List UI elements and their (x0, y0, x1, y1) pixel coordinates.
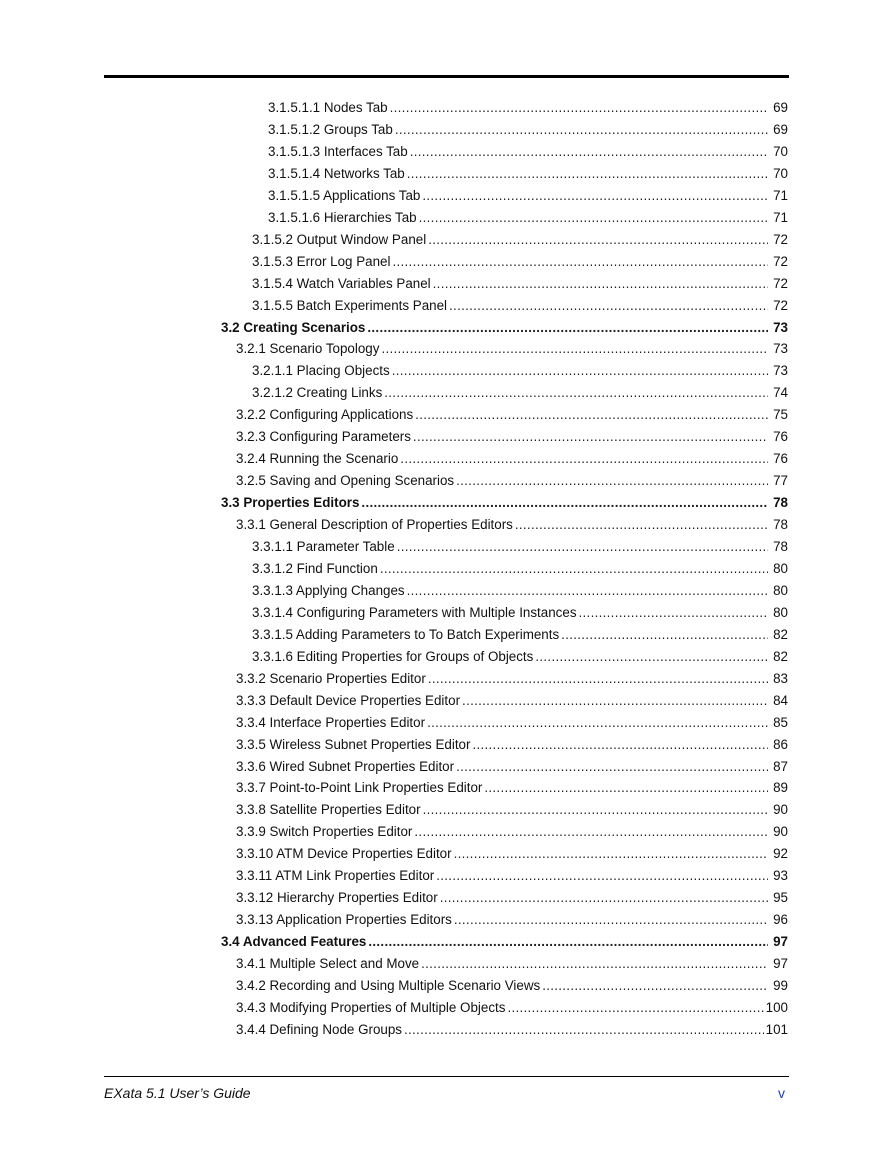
toc-entry-page: 80 (773, 582, 788, 598)
toc-entry-title: 3.3 Properties Editors (221, 495, 360, 511)
toc-entry-title: 3.2 Creating Scenarios (221, 319, 366, 335)
toc-entry[interactable] (252, 251, 788, 273)
toc-entry-page: 93 (773, 868, 788, 884)
toc-entry[interactable] (268, 163, 788, 185)
toc-entry-title: 3.1.5.5 Batch Experiments Panel (252, 297, 448, 313)
toc-dot-leader (456, 756, 768, 778)
toc-entry-title: 3.2.1.1 Placing Objects (252, 363, 390, 379)
toc-dot-leader (410, 141, 768, 163)
toc-entry-title: 3.2.5 Saving and Opening Scenarios (236, 473, 455, 489)
toc-entry[interactable] (236, 338, 788, 360)
toc-entry[interactable] (236, 426, 788, 448)
toc-entry[interactable] (252, 273, 788, 295)
toc-entry-title: 3.1.5.4 Watch Variables Panel (252, 275, 431, 291)
toc-entry-title: 3.3.7 Point-to-Point Link Properties Editor (236, 780, 483, 796)
toc-entry-title: 3.2.2 Configuring Applications (236, 407, 414, 423)
toc-entry-page: 78 (773, 495, 788, 511)
toc-entry-page: 83 (773, 670, 788, 686)
toc-entry[interactable] (268, 97, 788, 119)
toc-dot-leader (507, 997, 763, 1019)
toc-entry-page: 86 (773, 736, 788, 752)
toc-entry-title: 3.1.5.1.3 Interfaces Tab (268, 143, 408, 159)
toc-entry-title: 3.3.5 Wireless Subnet Properties Editor (236, 736, 471, 752)
toc-dot-leader (407, 580, 768, 602)
toc-entry-page: 78 (773, 517, 788, 533)
toc-entry[interactable] (236, 799, 788, 821)
toc-dot-leader (404, 1019, 764, 1041)
toc-entry-page: 80 (773, 604, 788, 620)
toc-entry-title: 3.1.5.1.5 Applications Tab (268, 187, 421, 203)
toc-dot-leader (392, 360, 768, 382)
footer-page-number: v (778, 1085, 785, 1101)
toc-entry[interactable] (236, 821, 788, 843)
toc-entry-page: 72 (773, 297, 788, 313)
toc-entry-page: 97 (773, 956, 788, 972)
toc-entry-page: 96 (773, 912, 788, 928)
toc-entry[interactable] (236, 843, 788, 865)
toc-entry-title: 3.4.3 Modifying Properties of Multiple Objects (236, 999, 506, 1015)
toc-entry-title: 3.3.10 ATM Device Properties Editor (236, 846, 452, 862)
toc-dot-leader (427, 712, 768, 734)
toc-entry[interactable] (236, 404, 788, 426)
toc-dot-leader (392, 251, 768, 273)
toc-dot-leader (419, 207, 768, 229)
toc-entry-title: 3.3.6 Wired Subnet Properties Editor (236, 758, 455, 774)
toc-entry[interactable] (268, 119, 788, 141)
toc-entry-page: 82 (773, 648, 788, 664)
toc-dot-leader (449, 295, 768, 317)
toc-entry[interactable] (236, 865, 788, 887)
toc-dot-leader (535, 646, 768, 668)
toc-dot-leader (428, 229, 768, 251)
toc-entry-page: 78 (773, 539, 788, 554)
toc-entry-title: 3.1.5.1.2 Groups Tab (268, 121, 393, 137)
toc-entry-page: 82 (773, 626, 788, 642)
toc-entry-title: 3.4.4 Defining Node Groups (236, 1021, 402, 1037)
toc-entry-title: 3.3.1.1 Parameter Table (252, 539, 395, 554)
toc-entry[interactable] (221, 492, 788, 514)
toc-dot-leader (414, 821, 768, 843)
toc-entry-title: 3.3.9 Switch Properties Editor (236, 824, 413, 840)
toc-entry-page: 90 (773, 824, 788, 840)
toc-entry-title: 3.3.2 Scenario Properties Editor (236, 670, 426, 686)
toc-dot-leader (423, 799, 768, 821)
toc-entry-title: 3.3.1.2 Find Function (252, 560, 378, 576)
toc-entry-page: 74 (773, 385, 788, 401)
toc-dot-leader (395, 119, 768, 141)
toc-entry-page: 75 (773, 407, 788, 423)
toc-entry-title: 3.1.5.1.1 Nodes Tab (268, 100, 388, 115)
toc-entry-title: 3.4.2 Recording and Using Multiple Scenario Views (236, 978, 541, 993)
header-rule (104, 75, 789, 78)
toc-dot-leader (561, 624, 768, 646)
toc-entry-page: 71 (773, 187, 788, 203)
toc-entry[interactable] (252, 624, 788, 646)
toc-entry[interactable] (236, 690, 788, 712)
toc-entry-title: 3.3.1.4 Configuring Parameters with Multiple Instances (252, 604, 577, 620)
toc-entry-page: 95 (773, 890, 788, 906)
toc-entry-page: 89 (773, 780, 788, 796)
toc-dot-leader (454, 843, 768, 865)
toc-entry[interactable] (252, 646, 788, 668)
toc-entry[interactable] (236, 470, 788, 492)
toc-dot-leader (428, 668, 768, 690)
toc-entry[interactable] (236, 668, 788, 690)
footer-rule (104, 1076, 789, 1077)
toc-dot-leader (515, 514, 768, 536)
toc-entry-page: 100 (765, 999, 788, 1015)
toc-entry-title: 3.1.5.3 Error Log Panel (252, 253, 391, 269)
toc-entry-title: 3.3.1.3 Applying Changes (252, 582, 405, 598)
toc-dot-leader (422, 185, 768, 207)
toc-entry-page: 73 (773, 319, 788, 335)
toc-entry-title: 3.3.4 Interface Properties Editor (236, 714, 426, 730)
toc-dot-leader (579, 602, 768, 624)
toc-dot-leader (462, 690, 768, 712)
toc-entry-title: 3.2.3 Configuring Parameters (236, 429, 411, 445)
toc-dot-leader (384, 382, 768, 404)
toc-entry-page: 71 (773, 209, 788, 225)
footer-document-title: EXata 5.1 User’s Guide (104, 1085, 251, 1101)
toc-entry[interactable] (252, 580, 788, 602)
toc-entry[interactable] (221, 317, 788, 339)
toc-dot-leader (456, 470, 768, 492)
toc-entry-page: 90 (773, 802, 788, 818)
toc-entry[interactable] (268, 141, 788, 163)
toc-entry[interactable] (236, 953, 788, 975)
toc-dot-leader (436, 865, 768, 887)
toc-dot-leader (415, 404, 768, 426)
toc-dot-leader (421, 953, 768, 975)
toc-entry-title: 3.2.1 Scenario Topology (236, 341, 380, 357)
toc-entry[interactable] (236, 975, 788, 997)
toc-dot-leader (368, 931, 768, 953)
toc-dot-leader (542, 975, 768, 997)
toc-entry[interactable] (221, 931, 788, 953)
toc-entry-page: 70 (773, 143, 788, 159)
toc-entry-page: 73 (773, 363, 788, 379)
toc-entry[interactable] (236, 777, 788, 799)
toc-entry[interactable] (268, 185, 788, 207)
toc-entry-page: 72 (773, 231, 788, 247)
toc-dot-leader (367, 317, 768, 339)
toc-entry[interactable] (236, 1019, 788, 1041)
toc-entry[interactable] (236, 734, 788, 756)
toc-entry-page: 85 (773, 714, 788, 730)
toc-dot-leader (440, 887, 768, 909)
toc-entry-title: 3.3.13 Application Properties Editors (236, 912, 452, 928)
toc-entry-page: 80 (773, 560, 788, 576)
toc-entry-title: 3.4 Advanced Features (221, 934, 367, 950)
toc-dot-leader (397, 536, 768, 558)
toc-entry-page: 77 (773, 473, 788, 489)
toc-dot-leader (413, 426, 768, 448)
toc-entry[interactable] (236, 448, 788, 470)
toc-dot-leader (484, 777, 768, 799)
toc-entry[interactable] (252, 295, 788, 317)
toc-dot-leader (472, 734, 768, 756)
toc-entry-title: 3.2.1.2 Creating Links (252, 385, 383, 401)
toc-entry-title: 3.3.12 Hierarchy Properties Editor (236, 890, 438, 906)
toc-entry-page: 69 (773, 121, 788, 137)
toc-entry-title: 3.2.4 Running the Scenario (236, 451, 399, 467)
toc-entry-title: 3.1.5.1.4 Networks Tab (268, 165, 405, 181)
toc-dot-leader (400, 448, 768, 470)
toc-entry-title: 3.1.5.1.6 Hierarchies Tab (268, 209, 417, 225)
toc-entry-page: 97 (773, 934, 788, 950)
toc-dot-leader (361, 492, 768, 514)
toc-entry[interactable] (252, 536, 788, 558)
toc-dot-leader (454, 909, 768, 931)
toc-entry[interactable] (252, 558, 788, 580)
toc-dot-leader (380, 558, 768, 580)
toc-entry[interactable] (236, 712, 788, 734)
toc-dot-leader (433, 273, 768, 295)
toc-entry[interactable] (252, 602, 788, 624)
toc-entry[interactable] (236, 514, 788, 536)
toc-entry[interactable] (236, 887, 788, 909)
toc-entry-page: 69 (773, 100, 788, 115)
toc-entry-page: 70 (773, 165, 788, 181)
toc-entry-title: 3.4.1 Multiple Select and Move (236, 956, 420, 972)
toc-entry-title: 3.3.1 General Description of Properties Editors (236, 517, 513, 533)
toc-entry[interactable] (236, 756, 788, 778)
toc-entry-title: 3.3.11 ATM Link Properties Editor (236, 868, 435, 884)
toc-entry-title: 3.3.3 Default Device Properties Editor (236, 692, 461, 708)
toc-entry[interactable] (268, 207, 788, 229)
toc-dot-leader (381, 338, 768, 360)
toc-entry-page: 84 (773, 692, 788, 708)
toc-entry-page: 76 (773, 429, 788, 445)
toc-entry[interactable] (236, 909, 788, 931)
toc-entry[interactable] (252, 382, 788, 404)
toc-dot-leader (390, 97, 768, 119)
toc-dot-leader (407, 163, 768, 185)
toc-entry-title: 3.3.8 Satellite Properties Editor (236, 802, 421, 818)
toc-entry-page: 72 (773, 275, 788, 291)
toc-entry-title: 3.1.5.2 Output Window Panel (252, 231, 427, 247)
toc-entry[interactable] (252, 360, 788, 382)
toc-entry-page: 99 (773, 978, 788, 993)
toc-entry-page: 101 (765, 1021, 788, 1037)
toc-entry-page: 87 (773, 758, 788, 774)
toc-entry[interactable] (236, 997, 788, 1019)
toc-entry[interactable] (252, 229, 788, 251)
toc-entry-page: 92 (773, 846, 788, 862)
toc-entry-page: 76 (773, 451, 788, 467)
toc-entry-page: 72 (773, 253, 788, 269)
toc-entry-title: 3.3.1.6 Editing Properties for Groups of Objects (252, 648, 534, 664)
toc-entry-page: 73 (773, 341, 788, 357)
toc-entry-title: 3.3.1.5 Adding Parameters to To Batch Experiments (252, 626, 560, 642)
